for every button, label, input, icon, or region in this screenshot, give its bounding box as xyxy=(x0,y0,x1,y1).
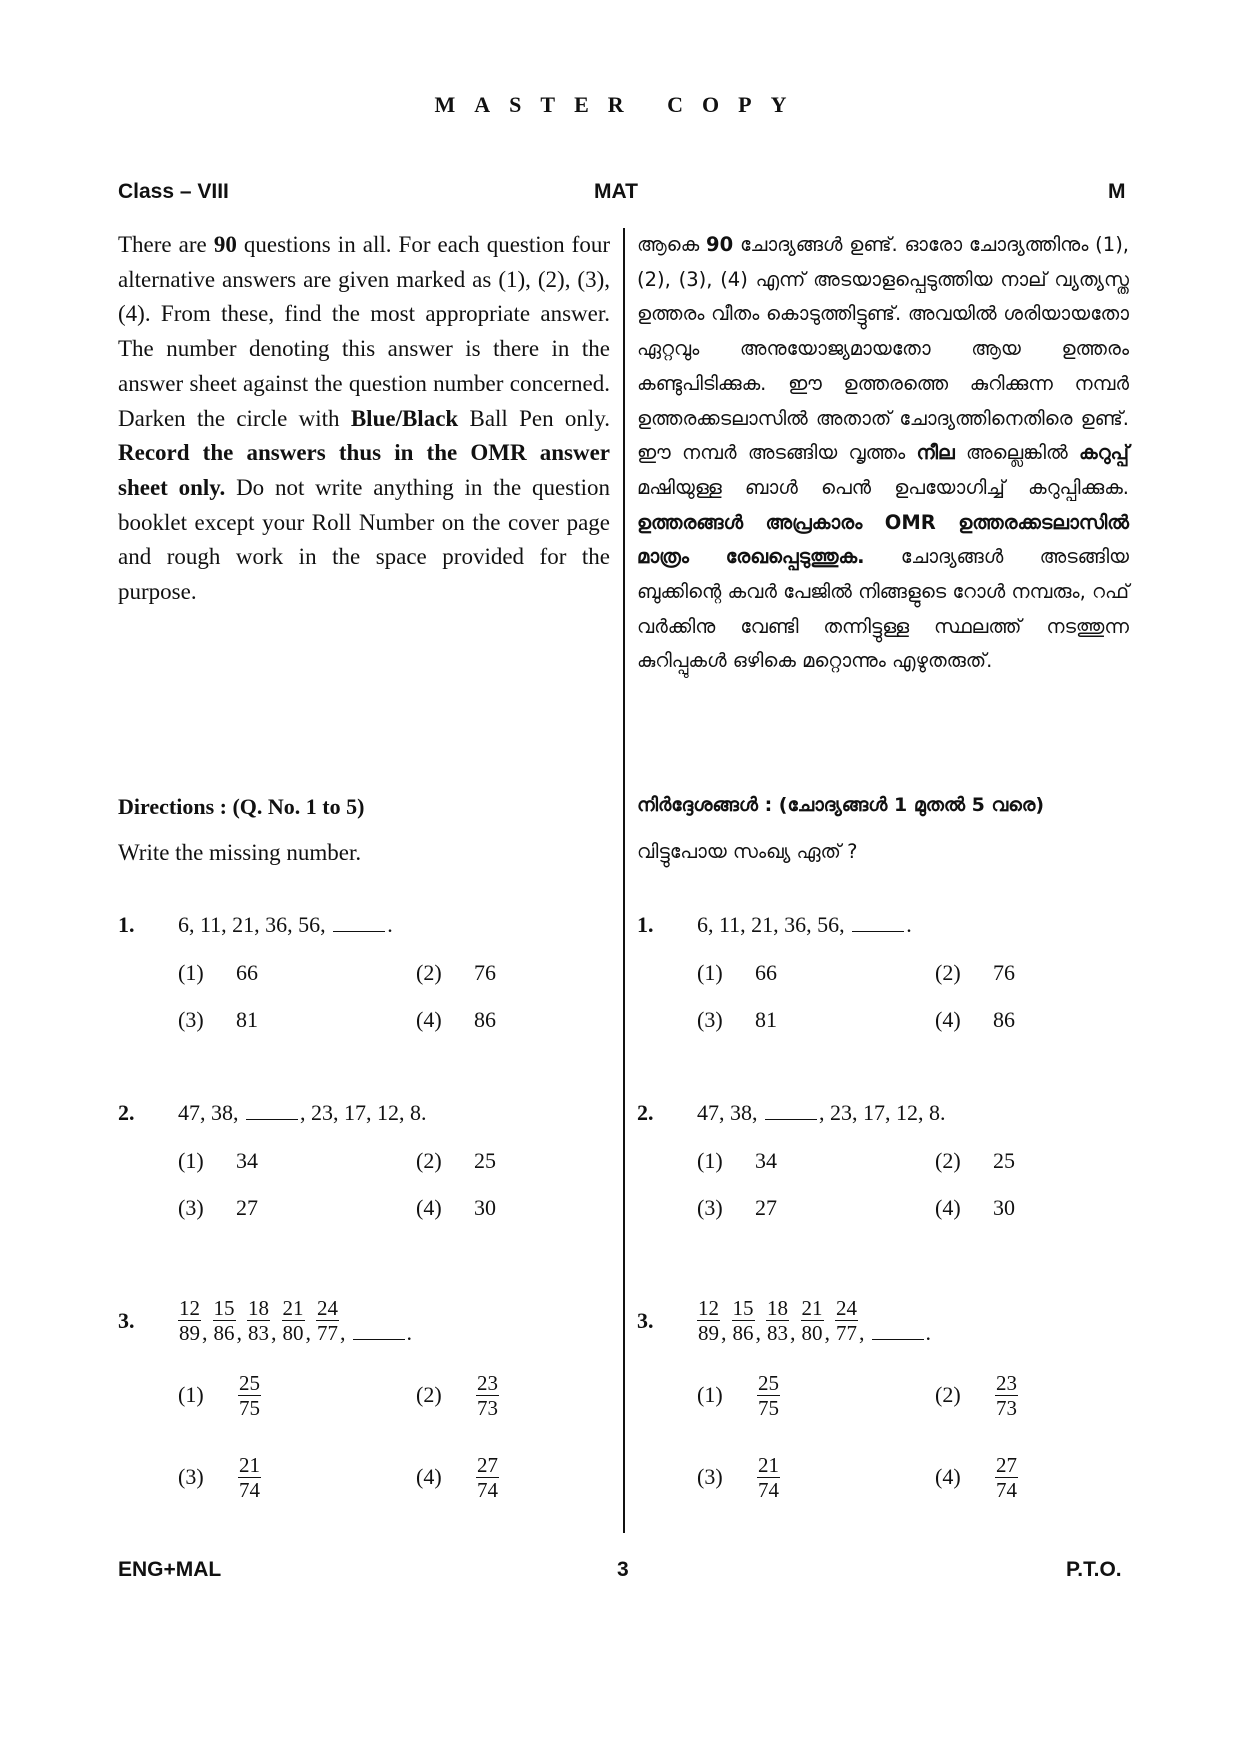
malayalam-instructions xyxy=(637,228,1129,679)
option-3[interactable] xyxy=(697,1447,780,1507)
option-2[interactable] xyxy=(416,1148,496,1174)
question-text xyxy=(178,1100,427,1126)
denominator: 83 xyxy=(767,1320,788,1345)
sequence: 47, 38, xyxy=(697,1100,763,1125)
denominator: 75 xyxy=(239,1395,260,1420)
option-value: 25 xyxy=(474,1148,496,1173)
denominator: 74 xyxy=(758,1477,779,1502)
question-number: 2. xyxy=(118,1100,135,1125)
question-text xyxy=(697,912,912,938)
option-value: 86 xyxy=(993,1007,1015,1032)
numerator: 21 xyxy=(239,1452,260,1477)
option-fraction xyxy=(476,1371,499,1420)
fraction-sequence xyxy=(697,1290,931,1350)
option-3[interactable] xyxy=(697,1195,777,1221)
comma: , xyxy=(271,1320,277,1345)
numerator: 25 xyxy=(758,1370,779,1395)
fraction xyxy=(247,1296,270,1345)
option-2[interactable] xyxy=(416,960,496,986)
option-1[interactable] xyxy=(697,1365,780,1425)
option-2[interactable] xyxy=(935,1365,1018,1425)
option-value: 30 xyxy=(993,1195,1015,1220)
instr-black: കറുപ്പ് xyxy=(1079,441,1129,465)
option-label: (4) xyxy=(935,1007,961,1032)
numerator: 18 xyxy=(767,1295,788,1320)
option-4[interactable] xyxy=(935,1195,1015,1221)
option-1[interactable] xyxy=(178,1148,258,1174)
option-value: 30 xyxy=(474,1195,496,1220)
instr-blue: നീല xyxy=(916,441,955,465)
option-value: 86 xyxy=(474,1007,496,1032)
fraction xyxy=(801,1296,824,1345)
option-label: (4) xyxy=(416,1464,442,1489)
directions-text-ml: വിട്ടുപോയ സംഖ്യ ഏത് ? xyxy=(637,840,858,863)
instr-text: മഷിയുള്ള ബാൾ പെൻ ഉപയോഗിച്ച് കറുപ്പിക്കുക. xyxy=(637,475,1129,499)
numerator: 25 xyxy=(239,1370,260,1395)
english-column xyxy=(118,228,610,610)
denominator: 86 xyxy=(732,1320,754,1345)
directions-text-en: Write the missing number. xyxy=(118,840,362,865)
option-1[interactable] xyxy=(697,1148,777,1174)
instr-count: 90 xyxy=(706,233,734,256)
option-4[interactable] xyxy=(416,1007,496,1033)
denominator: 77 xyxy=(317,1320,338,1345)
instr-pen: Blue/Black xyxy=(350,405,459,431)
instr-record: ഉത്തരങ്ങൾ അപ്രകാരം OMR ഉത്തരക്കടലാസിൽ മാത്രം രേഖപ്പെടുത്തുക. xyxy=(637,510,1129,569)
option-1[interactable] xyxy=(178,1365,261,1425)
english-instructions xyxy=(118,228,610,610)
option-4[interactable] xyxy=(935,1447,1018,1507)
option-label: (1) xyxy=(697,1148,723,1173)
sequence-end: . xyxy=(406,1320,412,1345)
page-number: 3 xyxy=(617,1558,629,1581)
numerator: 24 xyxy=(836,1295,857,1320)
denominator: 80 xyxy=(282,1320,304,1345)
fraction xyxy=(178,1296,201,1345)
numerator: 21 xyxy=(801,1295,823,1320)
option-2[interactable] xyxy=(935,960,1015,986)
fraction xyxy=(282,1296,305,1345)
question-number: 2. xyxy=(637,1100,654,1125)
numerator: 21 xyxy=(282,1295,304,1320)
denominator: 75 xyxy=(758,1395,779,1420)
option-label: (4) xyxy=(935,1464,961,1489)
fraction xyxy=(732,1296,755,1345)
comma: , xyxy=(236,1320,242,1345)
numerator: 23 xyxy=(477,1370,498,1395)
option-value: 66 xyxy=(755,960,777,985)
comma: , xyxy=(340,1320,346,1345)
sequence-end: . xyxy=(387,912,393,937)
directions-title-ml: നിർദ്ദേശങ്ങൾ : (ചോദ്യങ്ങൾ 1 മുതൽ 5 വരെ) xyxy=(637,794,1045,816)
fraction xyxy=(835,1296,858,1345)
fraction-sequence xyxy=(178,1290,412,1350)
option-label: (2) xyxy=(416,1148,442,1173)
option-value: 25 xyxy=(993,1148,1015,1173)
denominator: 77 xyxy=(836,1320,857,1345)
numerator: 18 xyxy=(248,1295,269,1320)
footer-language: ENG+MAL xyxy=(118,1558,222,1581)
numerator: 23 xyxy=(996,1370,1017,1395)
blank xyxy=(333,913,385,932)
instr-text: അല്ലെങ്കിൽ xyxy=(954,441,1080,465)
denominator: 80 xyxy=(801,1320,823,1345)
option-value: 34 xyxy=(755,1148,777,1173)
comma: , xyxy=(859,1320,865,1345)
instr-count: 90 xyxy=(213,232,237,257)
instr-text: ചോദ്യങ്ങൾ ഉണ്ട്. ഓരോ ചോദ്യത്തിനും (1), (2), (3), (4) എന്ന് അടയാളപ്പെടുത്തിയ നാല് വ്യത്യസ്ത ഉത്തരം വീതം കൊടുത്തിട്ടുണ്ട്. അവയിൽ ശരിയായതോ ഏറ്റവും അനുയോജ്യമായതോ ആയ ഉത്തരം കണ്ടുപിടിക്കുക. ഈ ഉത്തരത്തെ കുറിക്കുന്ന നമ്പർ ഉത്തരക്കടലാസിൽ അതാത് ചോദ്യത്തിനെതിരെ ഉണ്ട്. ഈ നമ്പർ അടങ്ങിയ വൃത്തം xyxy=(637,233,1129,465)
option-1[interactable] xyxy=(697,960,777,986)
option-label: (1) xyxy=(697,960,723,985)
option-value: 66 xyxy=(236,960,258,985)
blank xyxy=(852,913,904,932)
denominator: 89 xyxy=(179,1320,200,1345)
paper-code: MAT xyxy=(594,180,638,203)
instr-text: Ball Pen only. xyxy=(458,405,610,431)
numerator: 27 xyxy=(996,1452,1017,1477)
numerator: 15 xyxy=(213,1295,235,1320)
question-number: 1. xyxy=(637,912,654,937)
comma: , xyxy=(824,1320,830,1345)
denominator: 74 xyxy=(239,1477,260,1502)
question-text xyxy=(697,1100,946,1126)
option-label: (3) xyxy=(697,1195,723,1220)
comma: , xyxy=(305,1320,311,1345)
option-value: 76 xyxy=(993,960,1015,985)
option-fraction xyxy=(238,1453,261,1502)
please-turn-over: P.T.O. xyxy=(1066,1558,1122,1581)
option-label: (1) xyxy=(178,1148,204,1173)
column-divider xyxy=(623,228,625,1533)
instr-record: Record the answers thus in the OMR answer sheet only. xyxy=(118,440,610,500)
fraction xyxy=(766,1296,789,1345)
numerator: 12 xyxy=(179,1295,200,1320)
denominator: 73 xyxy=(477,1395,498,1420)
instr-text: ചോദ്യങ്ങൾ അടങ്ങിയ ബുക്കിന്റെ കവർ പേജിൽ നിങ്ങളുടെ റോൾ നമ്പരും, റഫ് വർക്കിനു വേണ്ടി തന്നിട്ടുള്ള സ്ഥലത്ത് നടത്തുന്ന കുറിപ്പുകൾ ഒഴികെ മറ്റൊന്നും എഴുതരുത്. xyxy=(637,545,1129,673)
option-fraction xyxy=(757,1371,780,1420)
denominator: 74 xyxy=(996,1477,1017,1502)
option-1[interactable] xyxy=(178,960,258,986)
option-label: (3) xyxy=(178,1007,204,1032)
instr-text: There are xyxy=(118,232,214,257)
question-text xyxy=(178,912,393,938)
master-copy-heading: MASTER COPY xyxy=(434,92,806,117)
sequence: 6, 11, 21, 36, 56, xyxy=(697,912,851,937)
option-value: 34 xyxy=(236,1148,258,1173)
option-value: 27 xyxy=(755,1195,777,1220)
comma: , xyxy=(202,1320,208,1345)
option-label: (1) xyxy=(178,960,204,985)
option-fraction xyxy=(238,1371,261,1420)
comma: , xyxy=(790,1320,796,1345)
option-2[interactable] xyxy=(935,1148,1015,1174)
question-number: 3. xyxy=(118,1308,135,1333)
option-label: (3) xyxy=(697,1464,723,1489)
option-label: (3) xyxy=(178,1464,204,1489)
option-label: (3) xyxy=(178,1195,204,1220)
option-4[interactable] xyxy=(416,1447,499,1507)
sequence: 6, 11, 21, 36, 56, xyxy=(178,912,332,937)
malayalam-column xyxy=(637,228,1129,679)
fraction xyxy=(213,1296,236,1345)
option-label: (3) xyxy=(697,1007,723,1032)
option-fraction xyxy=(995,1453,1018,1502)
denominator: 73 xyxy=(996,1395,1017,1420)
option-value: 76 xyxy=(474,960,496,985)
denominator: 89 xyxy=(698,1320,719,1345)
option-label: (2) xyxy=(935,960,961,985)
option-label: (2) xyxy=(935,1382,961,1407)
comma: , xyxy=(721,1320,727,1345)
numerator: 24 xyxy=(317,1295,338,1320)
class-label: Class – VIII xyxy=(118,180,229,203)
instr-text: Do not write anything in the question booklet except your Roll Number on the cover page and rough work in the space provided for the purpose. xyxy=(118,474,610,605)
denominator: 74 xyxy=(477,1477,498,1502)
option-label: (4) xyxy=(416,1007,442,1032)
sequence: 47, 38, xyxy=(178,1100,244,1125)
blank xyxy=(246,1101,298,1120)
option-label: (2) xyxy=(416,1382,442,1407)
sequence-end: , 23, 17, 12, 8. xyxy=(300,1100,427,1125)
numerator: 27 xyxy=(477,1452,498,1477)
option-label: (4) xyxy=(416,1195,442,1220)
option-4[interactable] xyxy=(935,1007,1015,1033)
instr-text: questions in all. For each question four alternative answers are given marked as (1), (2), (3), (4). From these, find the most appropriate answer. The number denoting this answer is there in the answer sheet against the question number concerned. Darken the circle with xyxy=(118,232,611,431)
numerator: 21 xyxy=(758,1452,779,1477)
fraction xyxy=(697,1296,720,1345)
option-3[interactable] xyxy=(697,1007,777,1033)
option-label: (4) xyxy=(935,1195,961,1220)
option-fraction xyxy=(995,1371,1018,1420)
option-label: (1) xyxy=(697,1382,723,1407)
option-value: 27 xyxy=(236,1195,258,1220)
option-4[interactable] xyxy=(416,1195,496,1221)
option-3[interactable] xyxy=(178,1195,258,1221)
blank xyxy=(765,1101,817,1120)
instr-text: ആകെ xyxy=(637,233,707,256)
option-3[interactable] xyxy=(178,1447,261,1507)
sequence-end: . xyxy=(906,912,912,937)
sequence-end: , 23, 17, 12, 8. xyxy=(819,1100,946,1125)
question-number: 3. xyxy=(637,1308,654,1333)
numerator: 15 xyxy=(732,1295,754,1320)
numerator: 12 xyxy=(698,1295,719,1320)
comma: , xyxy=(755,1320,761,1345)
option-value: 81 xyxy=(755,1007,777,1032)
option-label: (2) xyxy=(416,960,442,985)
denominator: 83 xyxy=(248,1320,269,1345)
option-label: (2) xyxy=(935,1148,961,1173)
denominator: 86 xyxy=(213,1320,235,1345)
directions-title-en: Directions : (Q. No. 1 to 5) xyxy=(118,794,365,819)
fraction xyxy=(316,1296,339,1345)
question-number: 1. xyxy=(118,912,135,937)
option-value: 81 xyxy=(236,1007,258,1032)
option-fraction xyxy=(476,1453,499,1502)
option-fraction xyxy=(757,1453,780,1502)
option-3[interactable] xyxy=(178,1007,258,1033)
option-label: (1) xyxy=(178,1382,204,1407)
option-2[interactable] xyxy=(416,1365,499,1425)
blank xyxy=(353,1321,405,1340)
sequence-end: . xyxy=(925,1320,931,1345)
blank xyxy=(872,1321,924,1340)
medium-code: M xyxy=(1108,180,1126,203)
